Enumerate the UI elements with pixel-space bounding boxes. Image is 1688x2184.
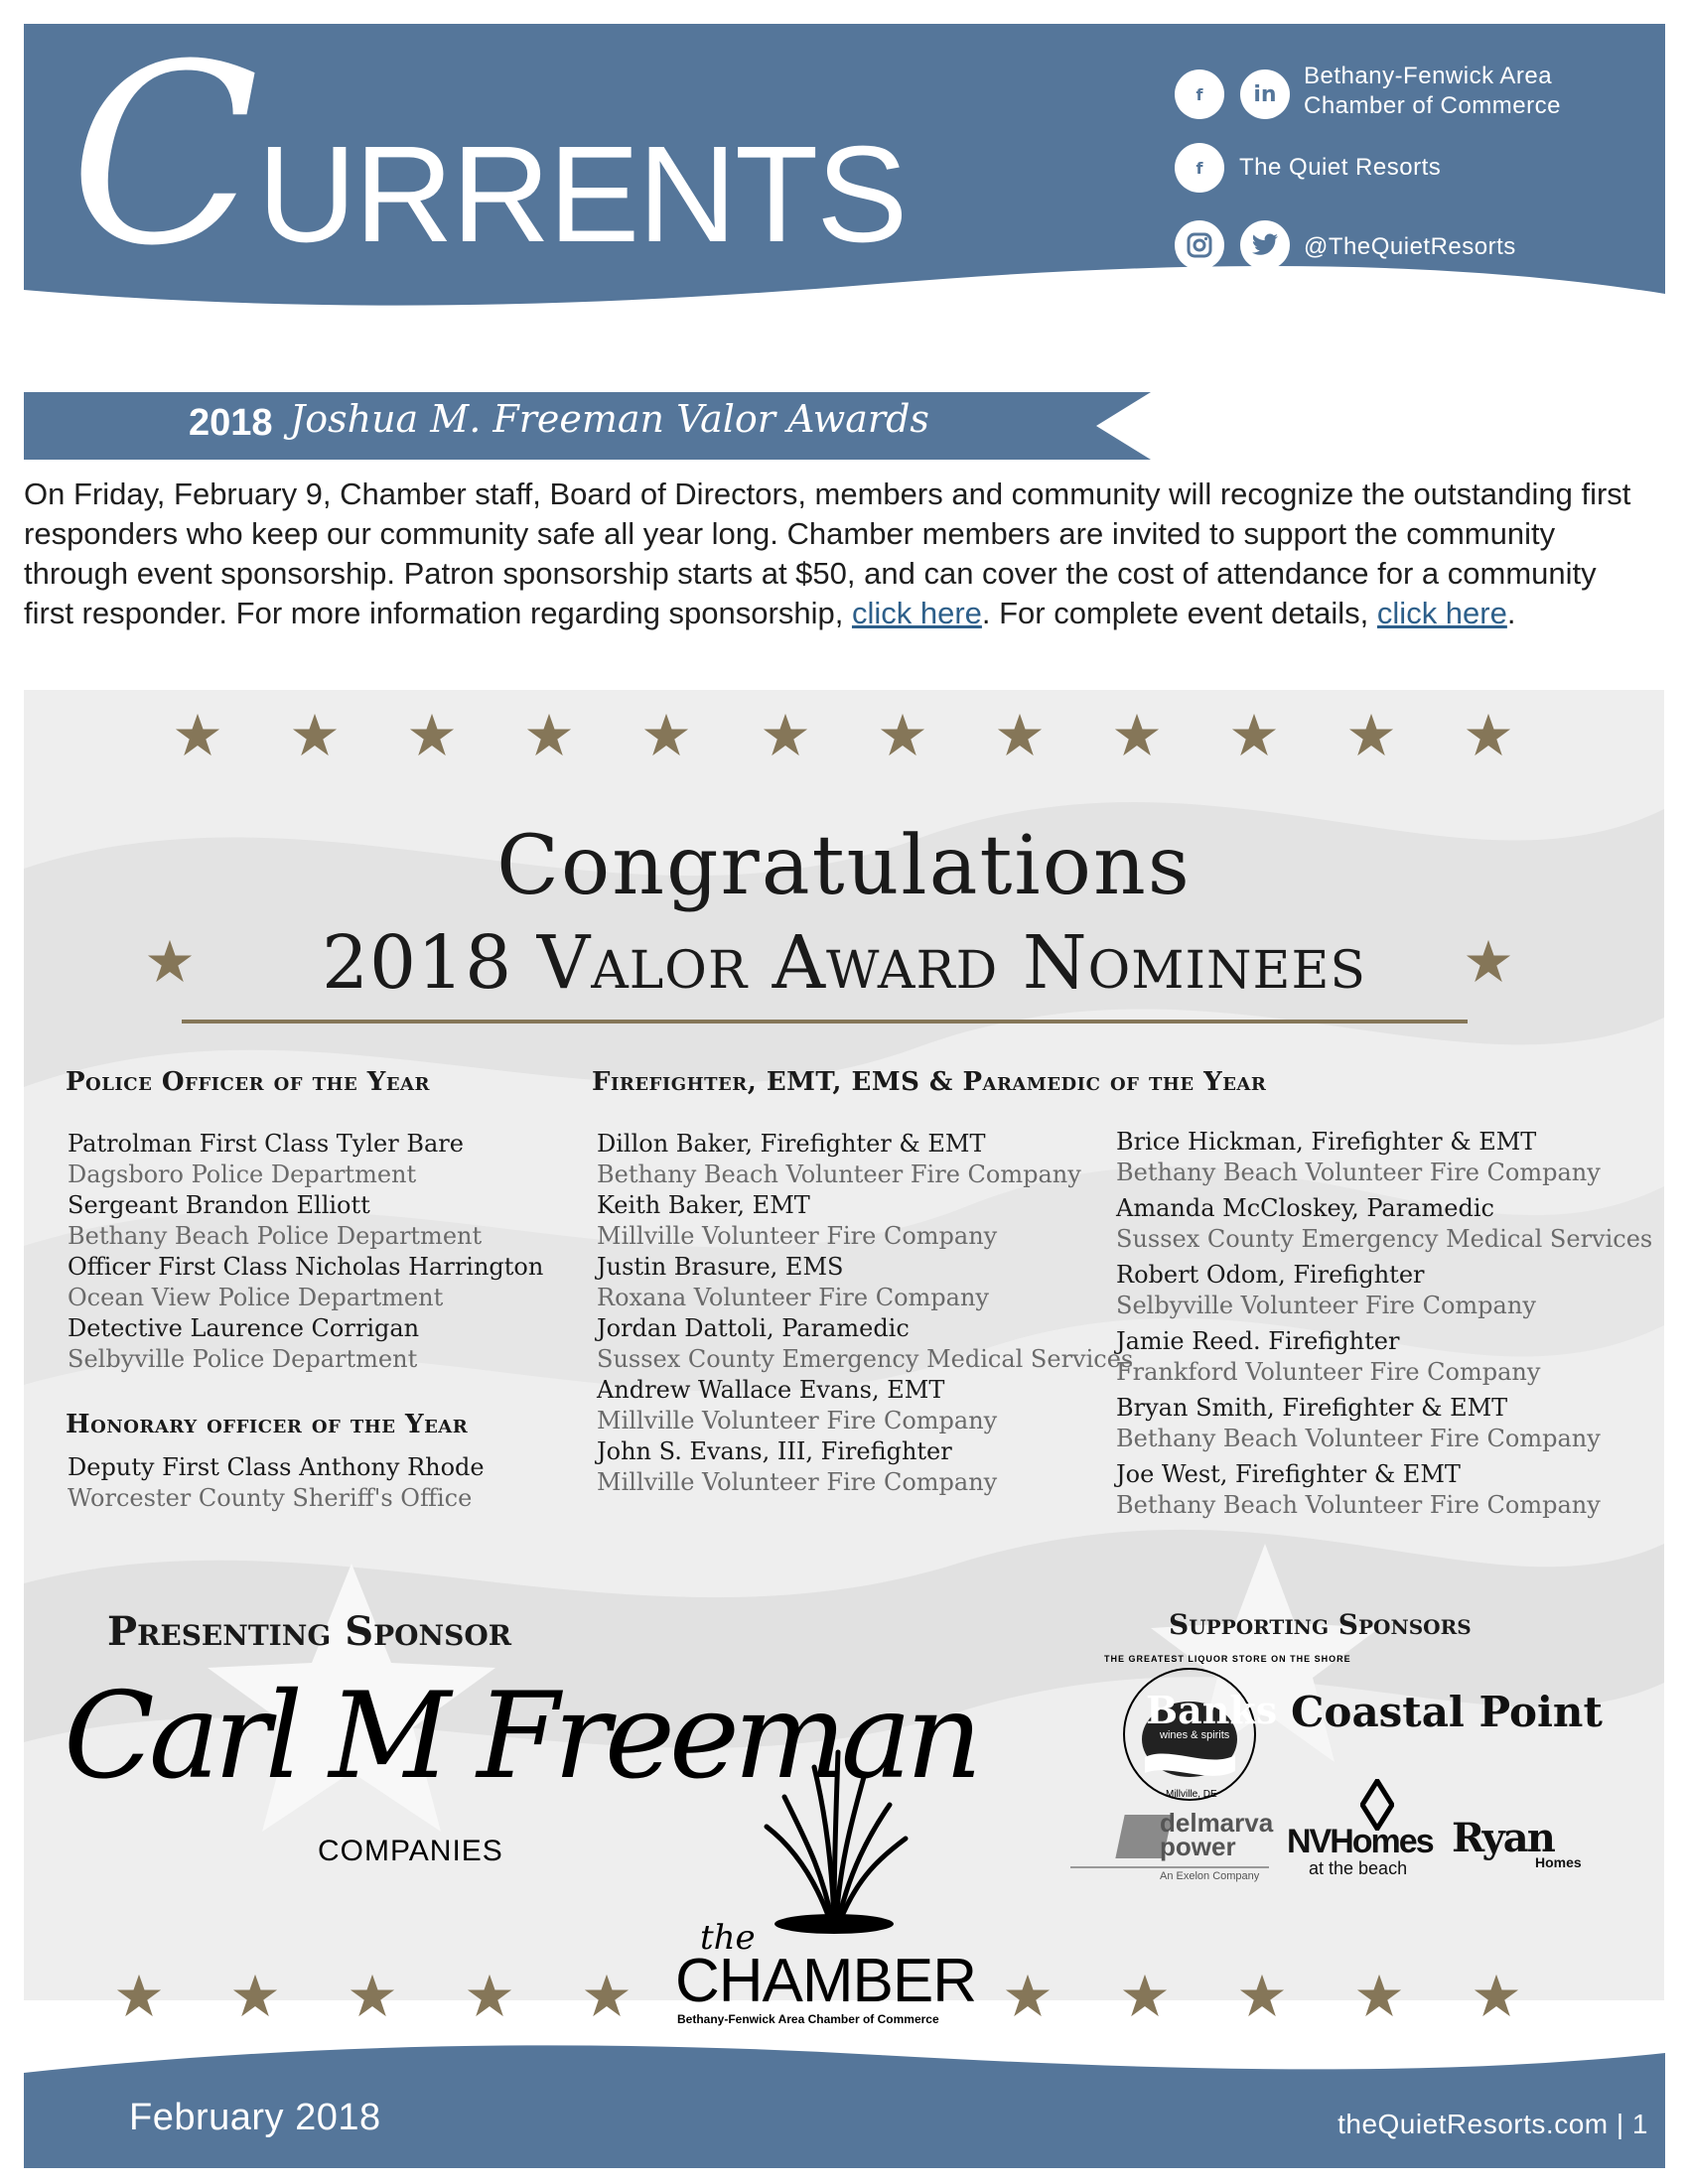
nominee-affiliation: Dagsboro Police Department (68, 1160, 417, 1188)
delmarva-rule (1070, 1866, 1269, 1868)
congratulations-heading: Congratulations (496, 819, 1192, 913)
star-icon (1231, 712, 1277, 757)
supporting-sponsors-heading: Supporting Sponsors (1169, 1608, 1472, 1641)
twitter-icon[interactable] (1240, 220, 1290, 270)
honorary-category-heading: Honorary officer of the Year (66, 1410, 469, 1439)
masthead-initial: C (70, 11, 258, 300)
delmarva-line2: power (1160, 1832, 1236, 1861)
nominee-affiliation: Bethany Beach Police Department (68, 1222, 483, 1250)
nominee-name: Detective Laurence Corrigan (68, 1314, 420, 1342)
star-icon (763, 712, 808, 757)
banner-year: 2018 (189, 402, 273, 444)
banner-title: Joshua M. Freeman Valor Awards (290, 397, 929, 441)
intro-text-1: On Friday, February 9, Chamber staff, Board of Directors, members and community will recognize the outstanding first responders who keep our community safe all year long. Chamber members are invited to support the community through event sponsorship. Patron sponsorship starts at $50, and can cover the cost of attendance for a community first responder. For more information regarding sponsorship, (24, 477, 1631, 630)
nominees-heading: 2018 Valor Award Nominees (321, 920, 1367, 1006)
chamber-name-label: CHAMBER (675, 1947, 977, 2015)
star-icon (175, 712, 220, 757)
nominee-name: Joe West, Firefighter & EMT (1116, 1460, 1461, 1488)
star-icon (1356, 1973, 1402, 2018)
social-handle[interactable]: @TheQuietResorts (1304, 233, 1516, 260)
star-icon (643, 712, 689, 757)
star-icon (880, 712, 925, 757)
freeman-companies-label: COMPANIES (318, 1835, 503, 1867)
nominee-affiliation: Sussex County Emergency Medical Services (597, 1345, 1134, 1373)
nominee-name: John S. Evans, III, Firefighter (597, 1437, 952, 1465)
nominee-name: Jamie Reed. Firefighter (1116, 1327, 1400, 1355)
nominee-affiliation: Bethany Beach Volunteer Fire Company (1116, 1159, 1601, 1186)
nominee-affiliation: Millville Volunteer Fire Company (597, 1407, 998, 1434)
nominee-affiliation: Sussex County Emergency Medical Services (1116, 1225, 1653, 1253)
nominee-name: Keith Baker, EMT (597, 1191, 810, 1219)
fire-category-heading: Firefighter, EMT, EMS & Paramedic of the Year (592, 1067, 1267, 1097)
nominee-affiliation: Bethany Beach Volunteer Fire Company (597, 1160, 1081, 1188)
chamber-subtitle: Bethany-Fenwick Area Chamber of Commerce (677, 2012, 939, 2026)
star-icon (1005, 1973, 1051, 2018)
presenting-sponsor-heading: Presenting Sponsor (107, 1608, 512, 1655)
star-icon (1348, 712, 1394, 757)
nominee-name: Justin Brasure, EMS (597, 1253, 844, 1281)
star-icon (467, 1973, 512, 2018)
star-icon (409, 712, 455, 757)
nvhomes-logo: NVHomes (1287, 1823, 1433, 1860)
nominee-name: Robert Odom, Firefighter (1116, 1261, 1425, 1289)
sponsorship-link[interactable]: click here (851, 596, 982, 630)
facebook-icon[interactable]: f (1175, 143, 1224, 193)
nominee-name: Sergeant Brandon Elliott (68, 1191, 370, 1219)
star-icon (116, 1973, 162, 2018)
chamber-name-line1: Bethany-Fenwick Area (1304, 63, 1553, 89)
star-icon (350, 1973, 395, 2018)
delmarva-subtitle: An Exelon Company (1160, 1870, 1260, 1882)
star-icon (1114, 712, 1160, 757)
nominee-name: Deputy First Class Anthony Rhode (68, 1453, 485, 1481)
nominee-affiliation: Millville Volunteer Fire Company (597, 1468, 998, 1496)
honorary-nominee-list (68, 1452, 584, 1514)
masthead-title (70, 11, 907, 300)
nominee-name: Bryan Smith, Firefighter & EMT (1116, 1394, 1508, 1422)
police-nominee-list (68, 1129, 584, 1375)
nominee-affiliation: Worcester County Sheriff's Office (68, 1484, 473, 1512)
police-category-heading: Police Officer of the Year (66, 1067, 430, 1097)
star-icon (997, 712, 1043, 757)
masthead-rest: URRENTS (257, 118, 907, 271)
heading-divider (182, 1020, 1468, 1024)
nominee-name: Andrew Wallace Evans, EMT (597, 1376, 945, 1404)
nominee-name: Brice Hickman, Firefighter & EMT (1116, 1128, 1537, 1156)
facebook-icon[interactable]: f (1175, 69, 1224, 119)
nominee-affiliation: Selbyville Volunteer Fire Company (1116, 1292, 1536, 1319)
star-icon (1239, 1973, 1285, 2018)
star-icon (1122, 1973, 1168, 2018)
chamber-name-line2: Chamber of Commerce (1304, 92, 1561, 119)
fire-nominee-list-2 (1116, 1127, 1653, 1526)
nominee-name: Amanda McCloskey, Paramedic (1116, 1194, 1494, 1222)
freeman-signature-logo: Carl M Freeman (64, 1668, 977, 1806)
linkedin-icon[interactable]: in (1240, 69, 1290, 119)
website-page-number[interactable]: theQuietResorts.com | 1 (1337, 2109, 1648, 2139)
nominee-name: Officer First Class Nicholas Harrington (68, 1253, 544, 1281)
star-icon (1466, 712, 1511, 757)
event-details-link[interactable]: click here (1376, 596, 1507, 630)
star-icon (292, 712, 338, 757)
facebook-page-label[interactable]: The Quiet Resorts (1239, 154, 1442, 181)
nominee-name: Dillon Baker, Firefighter & EMT (597, 1130, 986, 1158)
banks-subtitle: wines & spirits (1160, 1729, 1230, 1741)
nominee-name: Jordan Dattoli, Paramedic (597, 1314, 910, 1342)
banks-ring-text: THE GREATEST LIQUOR STORE ON THE SHORE (1104, 1654, 1351, 1664)
star-icon (1474, 1973, 1519, 2018)
instagram-icon[interactable] (1175, 220, 1224, 270)
ryan-homes-logo: Ryan (1452, 1815, 1554, 1861)
star-icon (526, 712, 572, 757)
chamber-grass-logo (755, 1747, 914, 1936)
fire-nominee-list-1 (597, 1129, 1134, 1498)
nominee-affiliation: Roxana Volunteer Fire Company (597, 1284, 989, 1311)
banks-location: Millville, DE (1166, 1789, 1217, 1800)
delmarva-line1: delmarva (1160, 1808, 1274, 1838)
nominee-affiliation: Bethany Beach Volunteer Fire Company (1116, 1491, 1601, 1519)
nominee-affiliation: Millville Volunteer Fire Company (597, 1222, 998, 1250)
star-icon (584, 1973, 630, 2018)
nominee-affiliation: Frankford Volunteer Fire Company (1116, 1358, 1541, 1386)
intro-text-3: . (1506, 596, 1516, 630)
nominee-name: Patrolman First Class Tyler Bare (68, 1130, 464, 1158)
issue-date: February 2018 (129, 2097, 381, 2138)
coastal-point-logo: Coastal Point (1291, 1688, 1603, 1736)
ryan-homes-subtitle: Homes (1535, 1854, 1582, 1870)
nominee-affiliation: Selbyville Police Department (68, 1345, 418, 1373)
intro-text-2: . For complete event details, (981, 596, 1377, 630)
intro-paragraph (24, 475, 1652, 633)
nominee-affiliation: Bethany Beach Volunteer Fire Company (1116, 1425, 1601, 1452)
chamber-the-label: the (700, 1918, 756, 1958)
banks-name: Banks (1146, 1688, 1278, 1732)
nominee-affiliation: Ocean View Police Department (68, 1284, 444, 1311)
star-icon (232, 1973, 278, 2018)
nvhomes-subtitle: at the beach (1309, 1858, 1408, 1878)
